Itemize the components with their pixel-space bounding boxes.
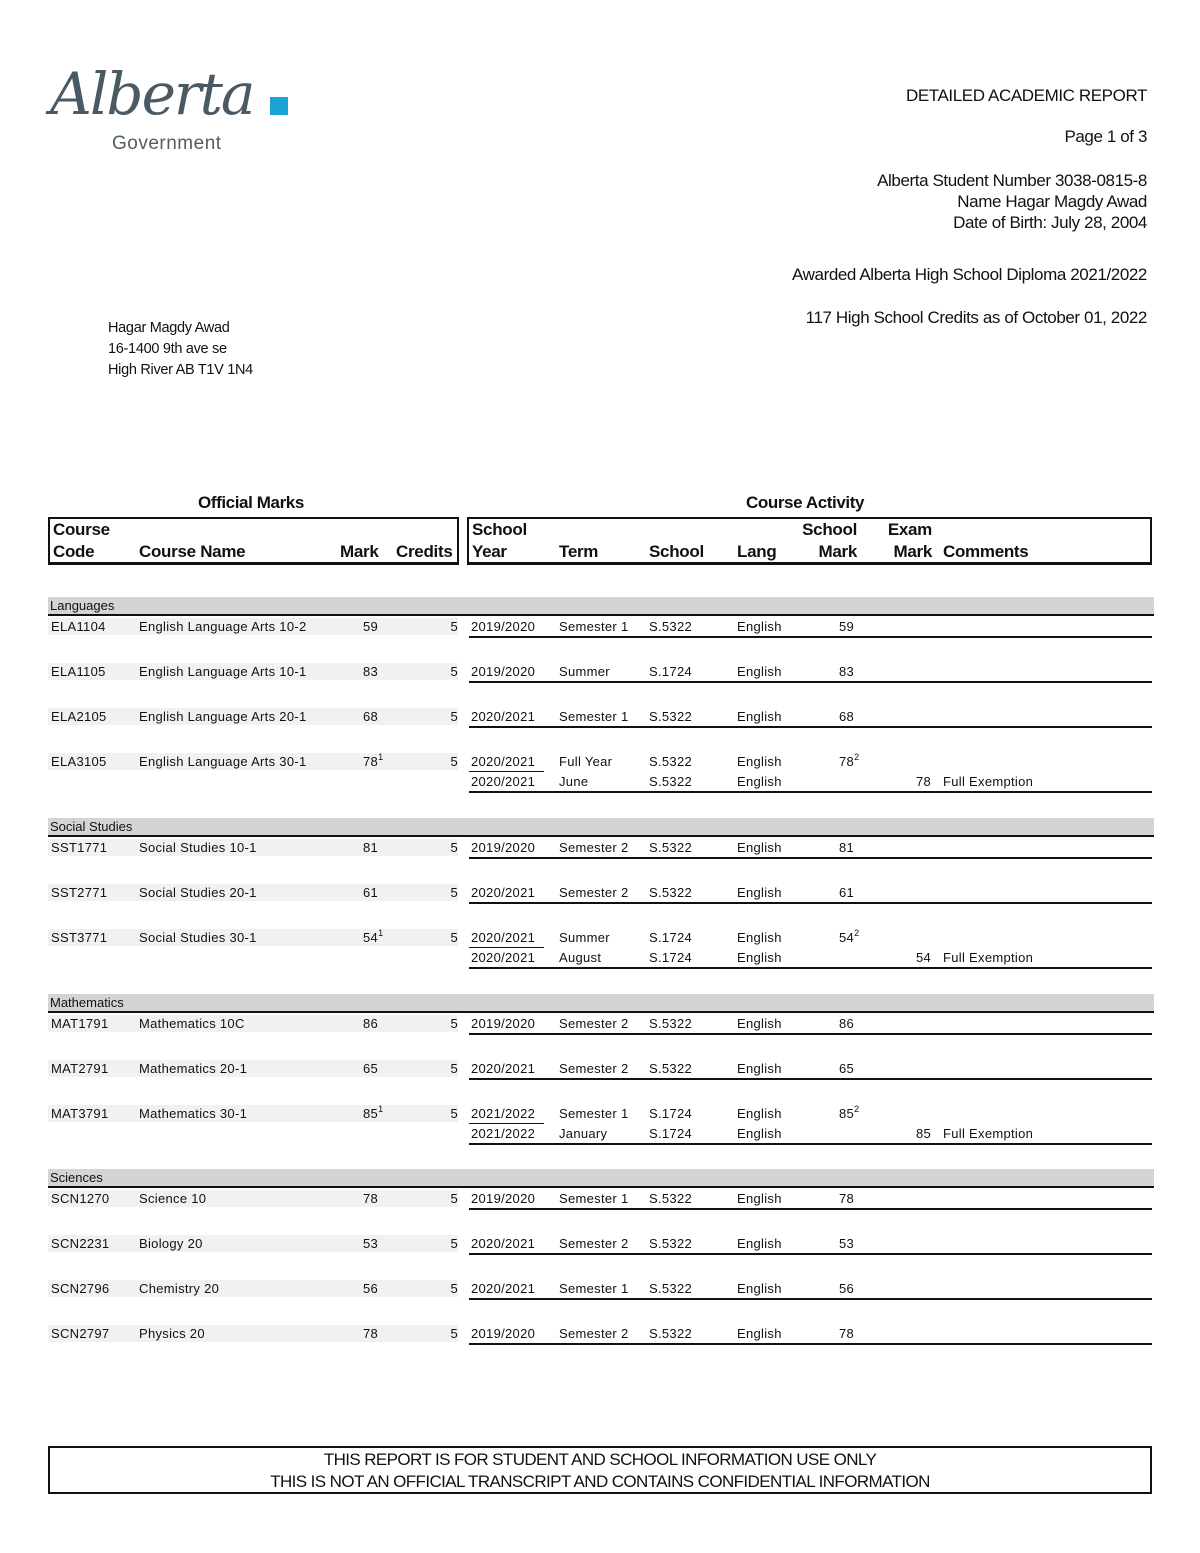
address-line: High River AB T1V 1N4 bbox=[108, 362, 253, 378]
school-mark: $78^2$ bbox=[839, 752, 860, 769]
term: Semester 2 bbox=[559, 1326, 629, 1341]
term: Semester 2 bbox=[559, 840, 629, 855]
school-year: 2019/2020 bbox=[471, 664, 536, 679]
course-mark: $54^1$ bbox=[363, 928, 384, 945]
school-year: 2019/2020 bbox=[471, 1326, 536, 1341]
header-school: School bbox=[649, 542, 704, 561]
language: English bbox=[737, 754, 782, 769]
exam-mark: 85 bbox=[915, 1126, 931, 1141]
comments: Full Exemption bbox=[943, 1126, 1034, 1141]
language: English bbox=[737, 885, 782, 900]
row-divider bbox=[469, 1298, 1152, 1300]
course-mark: 65 bbox=[363, 1061, 379, 1076]
course-row-shade bbox=[48, 1105, 458, 1122]
school-code: S.5322 bbox=[649, 1191, 693, 1206]
school-code: S.1724 bbox=[649, 950, 693, 965]
course-code: SCN1270 bbox=[51, 1191, 110, 1206]
exam-mark: 54 bbox=[915, 950, 931, 965]
school-code: S.5322 bbox=[649, 1061, 693, 1076]
language: English bbox=[737, 1326, 782, 1341]
school-code: S.5322 bbox=[649, 1016, 693, 1031]
confidentiality-notice bbox=[48, 1446, 1152, 1494]
school-year: 2020/2021 bbox=[471, 1281, 536, 1296]
course-credits: 5 bbox=[450, 1106, 458, 1121]
school-year: 2020/2021 bbox=[471, 885, 536, 900]
row-divider bbox=[469, 967, 1152, 969]
row-divider bbox=[469, 1208, 1152, 1210]
school-code: S.5322 bbox=[649, 619, 693, 634]
row-divider bbox=[469, 1078, 1152, 1080]
language: English bbox=[737, 1061, 782, 1076]
address-line: 16-1400 9th ave se bbox=[108, 341, 227, 357]
school-mark: 81 bbox=[839, 840, 855, 855]
language: English bbox=[737, 950, 782, 965]
school-year: 2021/2022 bbox=[471, 1106, 536, 1121]
row-divider bbox=[469, 726, 1152, 728]
term: Summer bbox=[559, 930, 610, 945]
course-code: SST1771 bbox=[51, 840, 108, 855]
comments: Full Exemption bbox=[943, 774, 1034, 789]
term: Semester 1 bbox=[559, 1106, 629, 1121]
group-header: Languages bbox=[48, 597, 1154, 616]
course-mark: 56 bbox=[363, 1281, 379, 1296]
course-mark: 78 bbox=[363, 1191, 379, 1206]
school-code: S.1724 bbox=[649, 664, 693, 679]
school-year: 2020/2021 bbox=[471, 930, 536, 945]
language: English bbox=[737, 1236, 782, 1251]
course-credits: 5 bbox=[450, 1191, 458, 1206]
comments: Full Exemption bbox=[943, 950, 1034, 965]
student-number: Alberta Student Number 3038-0815-8 bbox=[877, 171, 1147, 190]
group-header: Sciences bbox=[48, 1169, 1154, 1188]
school-year: 2020/2021 bbox=[471, 754, 536, 769]
header-exam-mark: Exam Mark bbox=[887, 520, 932, 561]
course-credits: 5 bbox=[450, 664, 458, 679]
term: Semester 2 bbox=[559, 1236, 629, 1251]
school-mark: 53 bbox=[839, 1236, 855, 1251]
header-school-year: School Year bbox=[472, 520, 527, 561]
course-name: Mathematics 30-1 bbox=[139, 1106, 248, 1121]
alberta-government-logo bbox=[50, 60, 295, 160]
course-name: English Language Arts 20-1 bbox=[139, 709, 307, 724]
school-mark: 56 bbox=[839, 1281, 855, 1296]
course-name: Biology 20 bbox=[139, 1236, 203, 1251]
course-credits: 5 bbox=[450, 840, 458, 855]
term: August bbox=[559, 950, 602, 965]
course-credits: 5 bbox=[450, 709, 458, 724]
language: English bbox=[737, 619, 782, 634]
course-code: ELA2105 bbox=[51, 709, 107, 724]
page-indicator: Page 1 of 3 bbox=[1064, 127, 1147, 146]
school-code: S.1724 bbox=[649, 1126, 693, 1141]
course-row-shade bbox=[48, 1190, 458, 1207]
course-name: English Language Arts 30-1 bbox=[139, 754, 307, 769]
term: January bbox=[559, 1126, 608, 1141]
course-credits: 5 bbox=[450, 885, 458, 900]
school-year: 2019/2020 bbox=[471, 1191, 536, 1206]
school-year: 2020/2021 bbox=[471, 950, 536, 965]
course-name: Mathematics 20-1 bbox=[139, 1061, 248, 1076]
activity-divider bbox=[469, 1123, 544, 1124]
course-mark: 86 bbox=[363, 1016, 379, 1031]
header-term: Term bbox=[559, 542, 599, 561]
header-course-name: Course Name bbox=[139, 542, 246, 561]
row-divider bbox=[469, 636, 1152, 638]
course-mark: 53 bbox=[363, 1236, 379, 1251]
official-marks-title: Official Marks bbox=[198, 493, 304, 512]
course-name: Chemistry 20 bbox=[139, 1281, 220, 1296]
row-divider bbox=[469, 791, 1152, 793]
course-mark: 83 bbox=[363, 664, 379, 679]
school-code: S.5322 bbox=[649, 1236, 693, 1251]
logo-blue-square bbox=[270, 97, 288, 115]
term: Semester 2 bbox=[559, 885, 629, 900]
date-of-birth: Date of Birth: July 28, 2004 bbox=[953, 213, 1147, 232]
course-code: MAT3791 bbox=[51, 1106, 109, 1121]
course-credits: 5 bbox=[450, 619, 458, 634]
language: English bbox=[737, 709, 782, 724]
language: English bbox=[737, 1016, 782, 1031]
course-code: ELA3105 bbox=[51, 754, 107, 769]
course-credits: 5 bbox=[450, 1061, 458, 1076]
school-mark: $85^2$ bbox=[839, 1104, 860, 1121]
school-code: S.1724 bbox=[649, 930, 693, 945]
school-year: 2019/2020 bbox=[471, 1016, 536, 1031]
language: English bbox=[737, 664, 782, 679]
term: Full Year bbox=[559, 754, 613, 769]
course-credits: 5 bbox=[450, 1236, 458, 1251]
school-code: S.5322 bbox=[649, 1326, 693, 1341]
course-name: Social Studies 20-1 bbox=[139, 885, 257, 900]
student-name: Name Hagar Magdy Awad bbox=[957, 192, 1147, 211]
address-line: Hagar Magdy Awad bbox=[108, 320, 230, 336]
diploma-award: Awarded Alberta High School Diploma 2021/2022 bbox=[792, 265, 1147, 284]
term: Semester 1 bbox=[559, 1281, 629, 1296]
school-year: 2020/2021 bbox=[471, 709, 536, 724]
course-row-shade bbox=[48, 1060, 458, 1077]
row-divider bbox=[469, 1033, 1152, 1035]
header-school-mark: School Mark bbox=[802, 520, 857, 561]
course-code: SCN2231 bbox=[51, 1236, 110, 1251]
activity-divider bbox=[469, 771, 544, 772]
term: Semester 2 bbox=[559, 1016, 629, 1031]
school-year: 2019/2020 bbox=[471, 840, 536, 855]
school-code: S.5322 bbox=[649, 774, 693, 789]
school-year: 2019/2020 bbox=[471, 619, 536, 634]
course-code: SST3771 bbox=[51, 930, 108, 945]
term: Semester 1 bbox=[559, 619, 629, 634]
course-mark: 78 bbox=[363, 1326, 379, 1341]
course-name: Social Studies 10-1 bbox=[139, 840, 257, 855]
course-mark: $78^1$ bbox=[363, 752, 384, 769]
school-year: 2021/2022 bbox=[471, 1126, 536, 1141]
course-name: English Language Arts 10-2 bbox=[139, 619, 307, 634]
row-divider bbox=[469, 1253, 1152, 1255]
header-mark: Mark bbox=[340, 542, 379, 561]
school-mark: 78 bbox=[839, 1326, 855, 1341]
course-mark: 81 bbox=[363, 840, 379, 855]
language: English bbox=[737, 774, 782, 789]
course-code: SCN2797 bbox=[51, 1326, 110, 1341]
language: English bbox=[737, 1126, 782, 1141]
activity-divider bbox=[469, 947, 544, 948]
course-credits: 5 bbox=[450, 1281, 458, 1296]
language: English bbox=[737, 1191, 782, 1206]
school-code: S.5322 bbox=[649, 885, 693, 900]
school-mark: 68 bbox=[839, 709, 855, 724]
logo-wordmark: Alberta bbox=[50, 60, 254, 128]
course-activity-title: Course Activity bbox=[746, 493, 865, 512]
course-code: MAT2791 bbox=[51, 1061, 109, 1076]
language: English bbox=[737, 930, 782, 945]
notice-line: THIS REPORT IS FOR STUDENT AND SCHOOL INFORMATION USE ONLY bbox=[323, 1450, 877, 1469]
term: June bbox=[559, 774, 589, 789]
logo-subtitle: Government bbox=[112, 133, 222, 154]
course-mark: 59 bbox=[363, 619, 379, 634]
course-mark: $85^1$ bbox=[363, 1104, 384, 1121]
row-divider bbox=[469, 1143, 1152, 1145]
school-code: S.5322 bbox=[649, 709, 693, 724]
header-comments: Comments bbox=[943, 542, 1029, 561]
header-lang: Lang bbox=[737, 542, 777, 561]
course-row-shade bbox=[48, 1015, 458, 1032]
row-divider bbox=[469, 681, 1152, 683]
row-divider bbox=[469, 1343, 1152, 1345]
course-name: Physics 20 bbox=[139, 1326, 205, 1341]
report-title: DETAILED ACADEMIC REPORT bbox=[905, 86, 1147, 105]
course-name: English Language Arts 10-1 bbox=[139, 664, 307, 679]
school-code: S.5322 bbox=[649, 840, 693, 855]
school-code: S.5322 bbox=[649, 1281, 693, 1296]
school-mark: 59 bbox=[839, 619, 855, 634]
course-row-shade bbox=[48, 1235, 458, 1252]
school-code: S.5322 bbox=[649, 754, 693, 769]
language: English bbox=[737, 1281, 782, 1296]
course-code: MAT1791 bbox=[51, 1016, 109, 1031]
course-credits: 5 bbox=[450, 754, 458, 769]
course-row-shade bbox=[48, 1280, 458, 1297]
row-divider bbox=[469, 857, 1152, 859]
term: Summer bbox=[559, 664, 610, 679]
header-course-code: Course Code bbox=[53, 520, 110, 561]
language: English bbox=[737, 840, 782, 855]
notice-line: THIS IS NOT AN OFFICIAL TRANSCRIPT AND CONTAINS CONFIDENTIAL INFORMATION bbox=[270, 1472, 930, 1491]
school-year: 2020/2021 bbox=[471, 1061, 536, 1076]
term: Semester 2 bbox=[559, 1061, 629, 1076]
school-mark: $54^2$ bbox=[839, 928, 860, 945]
school-mark: 83 bbox=[839, 664, 855, 679]
school-mark: 86 bbox=[839, 1016, 855, 1031]
school-year: 2020/2021 bbox=[471, 1236, 536, 1251]
course-code: SST2771 bbox=[51, 885, 108, 900]
credits-summary: 117 High School Credits as of October 01, 2022 bbox=[805, 308, 1147, 327]
term: Semester 1 bbox=[559, 709, 629, 724]
row-divider bbox=[469, 902, 1152, 904]
header-credits: Credits bbox=[396, 542, 453, 561]
course-row-shade bbox=[48, 1325, 458, 1342]
group-header: Social Studies bbox=[48, 818, 1154, 837]
course-mark: 61 bbox=[363, 885, 379, 900]
group-header: Mathematics bbox=[48, 994, 1154, 1013]
course-name: Social Studies 30-1 bbox=[139, 930, 257, 945]
school-mark: 65 bbox=[839, 1061, 855, 1076]
course-code: ELA1104 bbox=[51, 619, 106, 634]
course-name: Science 10 bbox=[139, 1191, 207, 1206]
course-mark: 68 bbox=[363, 709, 379, 724]
course-credits: 5 bbox=[450, 930, 458, 945]
course-credits: 5 bbox=[450, 1016, 458, 1031]
exam-mark: 78 bbox=[915, 774, 931, 789]
school-mark: 78 bbox=[839, 1191, 855, 1206]
course-credits: 5 bbox=[450, 1326, 458, 1341]
term: Semester 1 bbox=[559, 1191, 629, 1206]
language: English bbox=[737, 1106, 782, 1121]
school-code: S.1724 bbox=[649, 1106, 693, 1121]
school-mark: 61 bbox=[839, 885, 855, 900]
school-year: 2020/2021 bbox=[471, 774, 536, 789]
mailing-address bbox=[108, 318, 253, 381]
course-name: Mathematics 10C bbox=[139, 1016, 245, 1031]
course-code: ELA1105 bbox=[51, 664, 106, 679]
course-code: SCN2796 bbox=[51, 1281, 110, 1296]
